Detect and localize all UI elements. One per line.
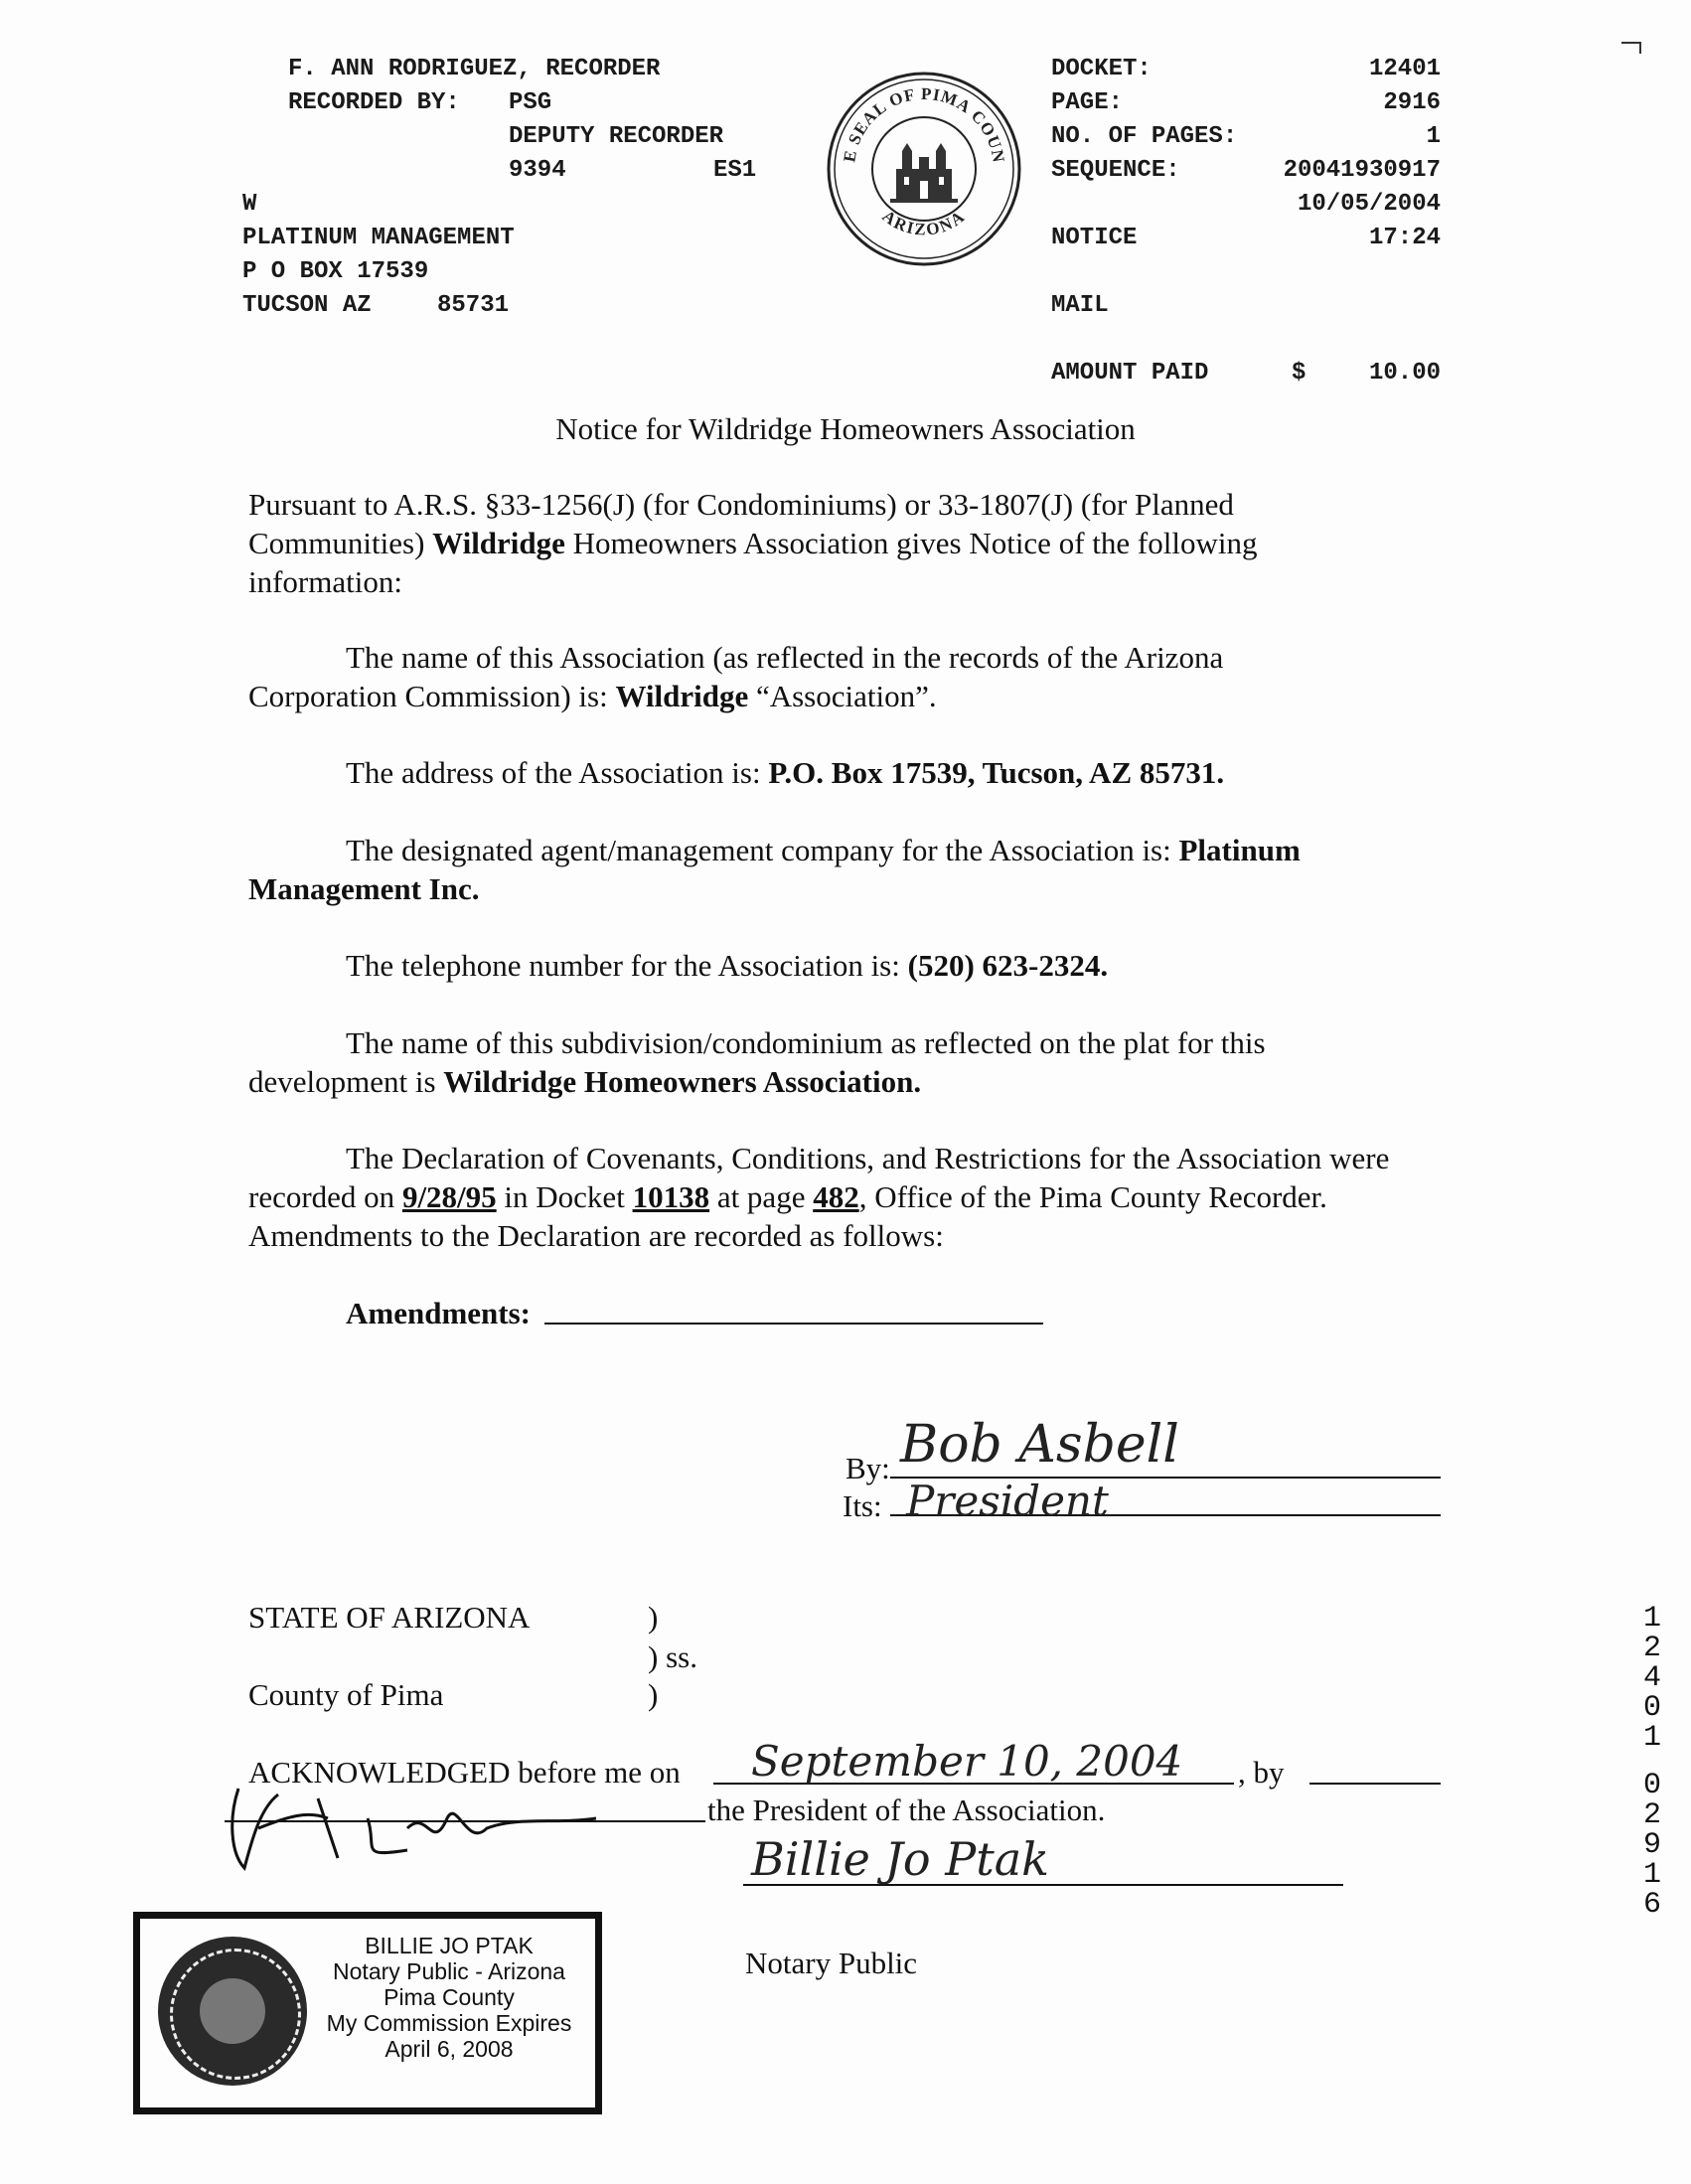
sequence-label: SEQUENCE: xyxy=(1051,157,1180,184)
arizona-seal-icon xyxy=(158,1937,307,2086)
recorded-by-value: PSG xyxy=(509,89,552,116)
recorder-code-2: ES1 xyxy=(713,157,757,184)
stamp-commission: My Commission Expires xyxy=(326,2010,572,2036)
amount-paid-value: 10.00 xyxy=(1368,360,1441,387)
seal-text-top: E SEAL OF PIMA COUN xyxy=(840,83,1008,165)
return-zip: 85731 xyxy=(437,292,510,319)
recorded-by-label: RECORDED BY: xyxy=(288,89,460,116)
stamp-expiry: April 6, 2008 xyxy=(384,2036,514,2062)
its-label: Its: xyxy=(843,1488,882,1523)
seal-text-bottom: ARIZONA xyxy=(878,206,970,239)
document-type: NOTICE xyxy=(1051,225,1138,251)
page-value: 2916 xyxy=(1383,89,1441,116)
acknowledged-label: ACKNOWLEDGED before me on xyxy=(248,1755,681,1790)
corner-mark xyxy=(1621,42,1641,54)
docket-value: 12401 xyxy=(1368,56,1441,82)
ss-label: ) ss. xyxy=(648,1639,697,1674)
notary-signature: Billie Jo Ptak xyxy=(751,1832,1049,1886)
notice-title: Notice for Wildridge Homeowners Association xyxy=(555,411,1136,446)
recorded-time: 17:24 xyxy=(1368,225,1441,251)
deputy-recorder: DEPUTY RECORDER xyxy=(509,123,724,150)
agent-paragraph: The designated agent/management company for the Association is: Platinum Management Inc. xyxy=(248,833,1301,906)
page-label: PAGE: xyxy=(1051,89,1124,116)
svg-text:ARIZONA xyxy=(879,207,970,239)
ack-by: , by xyxy=(1238,1755,1285,1790)
president-signature: Bob Asbell xyxy=(900,1415,1179,1475)
stamp-title: Notary Public - Arizona xyxy=(333,1958,565,1984)
amendments-line xyxy=(544,1323,1043,1325)
amount-currency: $ xyxy=(1292,360,1307,387)
intro-paragraph: Pursuant to A.R.S. §33-1256(J) (for Condominiums) or 33-1807(J) (for Planned Communities) Wildridge Homeowners Association gives Notice of the following information: xyxy=(248,487,1258,599)
recorded-date: 10/05/2004 xyxy=(1297,191,1441,218)
notary-stamp xyxy=(133,1912,602,2114)
paren-1: ) xyxy=(648,1600,659,1635)
stamp-name: BILLIE JO PTAK xyxy=(365,1933,534,1958)
docket-label: DOCKET: xyxy=(1051,56,1152,82)
ack-by-line xyxy=(1309,1783,1441,1785)
recorder-name: F. ANN RODRIGUEZ, RECORDER xyxy=(288,56,661,82)
margin-docket-number: 12401 xyxy=(1642,1602,1661,1755)
stamp-county: Pima County xyxy=(384,1984,515,2010)
no-of-pages-value: 1 xyxy=(1426,123,1441,150)
president-of-association: the President of the Association. xyxy=(707,1793,1106,1827)
seal-graphic xyxy=(825,70,1023,268)
acknowledged-party-signature xyxy=(219,1759,656,1878)
ack-date: September 10, 2004 xyxy=(751,1737,1183,1786)
declaration-paragraph: The Declaration of Covenants, Conditions, and Restrictions for the Association were recorded on 9/28/95 in Docket 10138 at page 482, Office of the Pima County Recorder. Amendments to the Declaration are recorded as follows: xyxy=(248,1141,1390,1253)
sequence-value: 20041930917 xyxy=(1283,157,1441,184)
by-label: By: xyxy=(846,1451,890,1485)
its-value: President xyxy=(906,1477,1109,1525)
phone-paragraph: The telephone number for the Association is: (520) 623-2324. xyxy=(346,948,1109,983)
recorder-code-1: 9394 xyxy=(509,157,566,184)
association-name-paragraph: The name of this Association (as reflected in the records of the Arizona Corporation Commission) is: Wildridge “Association”. xyxy=(248,640,1224,713)
amendments-label: Amendments: xyxy=(346,1296,531,1330)
delivery-method: MAIL xyxy=(1051,292,1109,319)
address-paragraph: The address of the Association is: P.O. Box 17539, Tucson, AZ 85731. xyxy=(346,755,1225,790)
return-box: P O BOX 17539 xyxy=(242,258,429,285)
return-city: TUCSON AZ xyxy=(242,292,372,319)
return-marker: W xyxy=(242,191,257,218)
notary-public-label: Notary Public xyxy=(745,1946,918,1980)
subdivision-paragraph: The name of this subdivision/condominium as reflected on the plat for this development is Wildridge Homeowners Association. xyxy=(248,1025,1266,1099)
amount-paid-label: AMOUNT PAID xyxy=(1051,360,1209,387)
state-label: STATE OF ARIZONA xyxy=(248,1600,531,1635)
paren-3: ) xyxy=(648,1677,659,1712)
no-of-pages-label: NO. OF PAGES: xyxy=(1051,123,1238,150)
margin-page-number: 02916 xyxy=(1642,1769,1661,1922)
pima-county-seal xyxy=(825,70,1023,268)
county-label: County of Pima xyxy=(248,1677,444,1712)
return-name: PLATINUM MANAGEMENT xyxy=(242,225,515,251)
